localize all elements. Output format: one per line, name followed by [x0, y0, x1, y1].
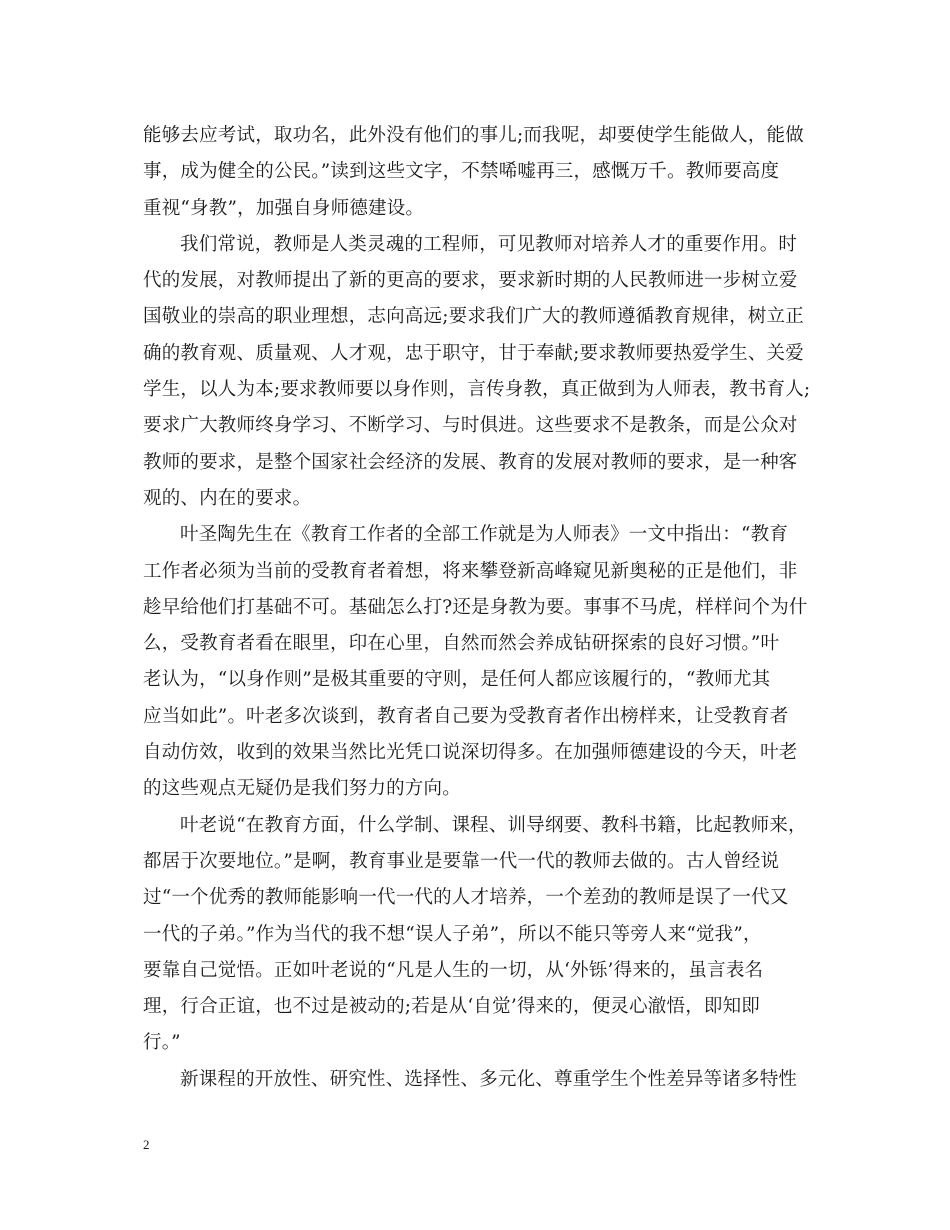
text-line: 国敬业的崇高的职业理想，志向高远;要求我们广大的教师遵循教育规律，树立正	[143, 306, 804, 328]
text-line: 重视“身教”，加强自身师德建设。	[143, 197, 425, 219]
text-line: 理，行合正谊，也不过是被动的;若是从‘自觉’得来的，便灵心澈悟，即知即	[143, 996, 760, 1018]
text-line: 行。”	[143, 1032, 181, 1054]
text-line: 要求广大教师终身学习、不断学习、与时俱进。这些要求不是教条，而是公众对	[143, 415, 798, 437]
text-line: 叶老说“在教育方面，什么学制、课程、训导纲要、教科书籍，比起教师来，	[180, 814, 807, 836]
text-line: 代的发展，对教师提出了新的更高的要求，要求新时期的人民教师进一步树立爱	[143, 270, 798, 292]
text-line: 新课程的开放性、研究性、选择性、多元化、尊重学生个性差异等诸多特性	[180, 1068, 798, 1090]
body-text	[143, 118, 811, 1098]
text-line: 事，成为健全的公民。”读到这些文字，不禁唏嘘再三，感慨万千。教师要高度	[143, 161, 780, 183]
text-line: 观的、内在的要求。	[143, 487, 312, 509]
paragraph	[143, 227, 811, 517]
text-line: 趁早给他们打基础不可。基础怎么打?还是身教为要。事事不马虎，样样问个为什	[143, 596, 808, 618]
page-number: 2	[143, 1137, 150, 1152]
text-line: 确的教育观、质量观、人才观，忠于职守，甘于奉献;要求教师要热爱学生、关爱	[143, 342, 804, 364]
paragraph	[143, 517, 811, 807]
text-line: 么，受教育者看在眼里，印在心里，自然而然会养成钻研探索的良好习惯。”叶	[143, 633, 780, 655]
paragraph	[143, 1062, 811, 1098]
text-line: 老认为，“以身作则”是极其重要的守则，是任何人都应该履行的，“教师尤其	[143, 669, 771, 691]
paragraph	[143, 808, 811, 1062]
text-line: 要靠自己觉悟。正如叶老说的“凡是人生的一切，从‘外铄’得来的，虽言表名	[143, 959, 764, 981]
text-line: 我们常说，教师是人类灵魂的工程师，可见教师对培养人才的重要作用。时	[180, 233, 798, 255]
text-line: 的这些观点无疑仍是我们努力的方向。	[143, 778, 461, 800]
paragraph	[143, 118, 811, 227]
text-line: 学生，以人为本;要求教师要以身作则，言传身教，真正做到为人师表，教书育人;	[143, 379, 811, 401]
text-line: 过“一个优秀的教师能影响一代一代的人才培养，一个差劲的教师是误了一代又	[143, 887, 789, 909]
text-line: 都居于次要地位。”是啊，教育事业是要靠一代一代的教师去做的。古人曾经说	[143, 850, 780, 872]
text-line: 应当如此”。叶老多次谈到，教育者自己要为受教育者作出榜样来，让受教育者	[143, 705, 789, 727]
text-line: 工作者必须为当前的受教育者着想，将来攀登新高峰窥见新奥秘的正是他们，非	[143, 560, 798, 582]
text-line: 自动仿效，收到的效果当然比光凭口说深切得多。在加强师德建设的今天，叶老	[143, 742, 798, 764]
text-line: 教师的要求，是整个国家社会经济的发展、教育的发展对教师的要求，是一种客	[143, 451, 798, 473]
text-line: 能够去应考试，取功名，此外没有他们的事儿;而我呢，却要使学生能做人，能做	[143, 125, 804, 146]
text-line: 一代的子弟。”作为当代的我不想“误人子弟”，所以不能只等旁人来“觉我”，	[143, 923, 762, 945]
text-line: 叶圣陶先生在《教育工作者的全部工作就是为人师表》一文中指出：“教育	[180, 524, 789, 546]
